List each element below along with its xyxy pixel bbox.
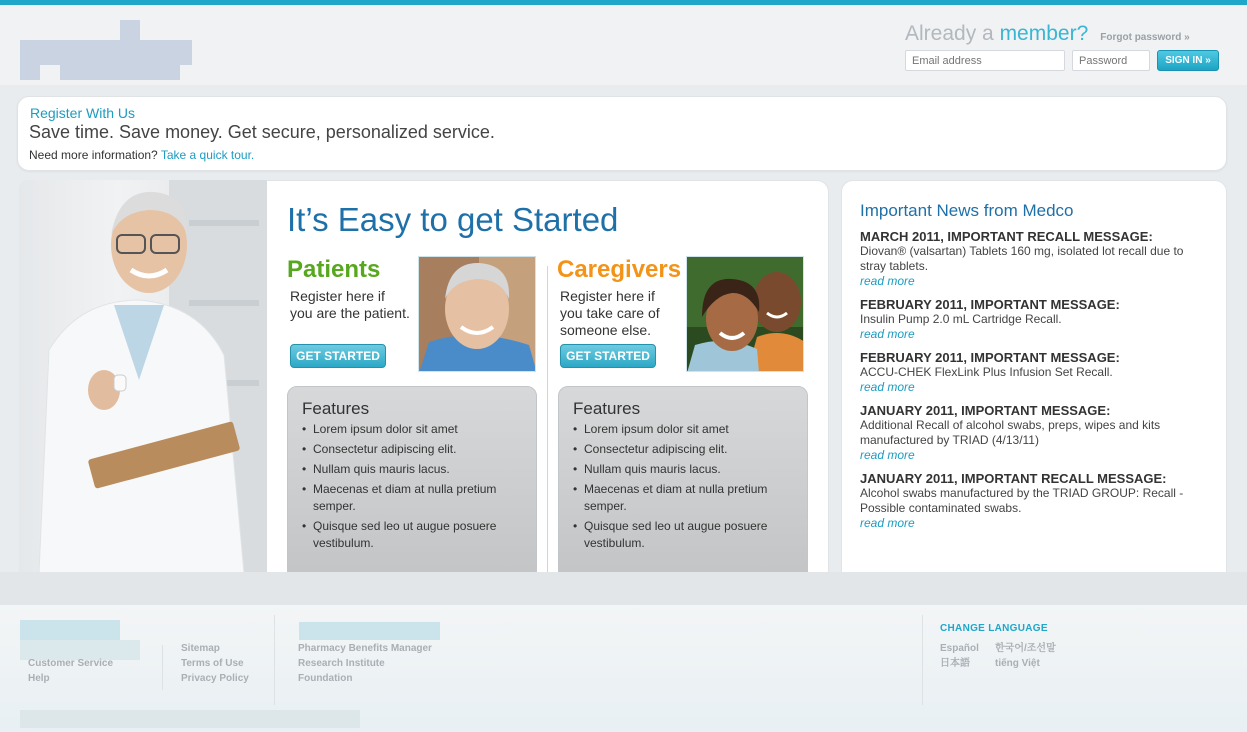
get-started-title: It’s Easy to get Started bbox=[287, 201, 619, 238]
feature-item: • Quisque sed leo ut augue posuere vestibulum. bbox=[573, 518, 793, 552]
read-more-link[interactable]: read more bbox=[860, 516, 915, 530]
patients-column bbox=[287, 256, 542, 363]
feature-item: • Consectetur adipiscing elit. bbox=[302, 441, 522, 458]
footer-brand-redacted bbox=[299, 622, 440, 640]
footer-separator-band bbox=[0, 572, 1247, 605]
news-item bbox=[860, 471, 1208, 530]
patient-photo bbox=[418, 256, 536, 372]
language-link-spanish[interactable]: Español bbox=[940, 643, 979, 654]
logo-redacted bbox=[20, 20, 192, 80]
read-more-link[interactable]: read more bbox=[860, 327, 915, 341]
feature-item: • Maecenas et diam at nulla pretium semper. bbox=[302, 481, 522, 515]
caregivers-get-started-button[interactable]: GET STARTED bbox=[560, 344, 656, 368]
news-body: Insulin Pump 2.0 mL Cartridge Recall. bbox=[860, 312, 1062, 326]
footer-divider bbox=[274, 615, 275, 705]
footer-divider bbox=[922, 615, 923, 705]
read-more-link[interactable]: read more bbox=[860, 448, 915, 462]
caregivers-heading: Caregivers bbox=[557, 256, 682, 283]
register-panel bbox=[17, 96, 1227, 171]
more-info-text: Need more information? Take a quick tour. bbox=[29, 148, 255, 162]
feature-item: • Consectetur adipiscing elit. bbox=[573, 441, 793, 458]
footer-col-1 bbox=[28, 656, 113, 686]
news-heading: JANUARY 2011, IMPORTANT MESSAGE: bbox=[860, 403, 1111, 418]
footer-col-3 bbox=[298, 641, 432, 686]
feature-item: • Lorem ipsum dolor sit amet bbox=[302, 421, 522, 438]
news-heading: FEBRUARY 2011, IMPORTANT MESSAGE: bbox=[860, 350, 1120, 365]
news-heading: JANUARY 2011, IMPORTANT RECALL MESSAGE: bbox=[860, 471, 1167, 486]
language-link-vietnamese[interactable]: tiếng Việt bbox=[995, 658, 1040, 669]
email-field[interactable] bbox=[905, 50, 1065, 71]
get-started-card bbox=[267, 180, 829, 590]
forgot-password-link[interactable]: Forgot password » bbox=[1100, 32, 1190, 43]
footer-divider bbox=[162, 645, 163, 690]
patients-desc: Register here if you are the patient. bbox=[290, 288, 410, 321]
caregivers-desc: Register here if you take care of someone else. bbox=[560, 288, 660, 338]
pharmacist-photo bbox=[19, 180, 267, 573]
footer bbox=[0, 605, 1247, 732]
footer-link[interactable]: Terms of Use bbox=[181, 658, 244, 669]
news-body: Alcohol swabs manufactured by the TRIAD GROUP: Recall - Possible contaminated swabs. bbox=[860, 486, 1184, 515]
password-field[interactable] bbox=[1072, 50, 1150, 71]
copyright-redacted bbox=[20, 710, 360, 728]
news-body: ACCU-CHEK FlexLink Plus Infusion Set Recall. bbox=[860, 365, 1113, 379]
news-body: Diovan® (valsartan) Tablets 160 mg, isolated lot recall due to stray tablets. bbox=[860, 244, 1184, 273]
features-panel-caregivers bbox=[558, 386, 808, 589]
feature-item: • Quisque sed leo ut augue posuere vestibulum. bbox=[302, 518, 522, 552]
features-heading: Features bbox=[302, 399, 370, 418]
caregivers-photo bbox=[686, 256, 804, 372]
news-heading: FEBRUARY 2011, IMPORTANT MESSAGE: bbox=[860, 297, 1120, 312]
member-login bbox=[905, 22, 1235, 71]
patients-heading: Patients bbox=[287, 256, 381, 283]
caregivers-column bbox=[557, 256, 812, 363]
column-divider bbox=[547, 266, 548, 586]
feature-item: • Nullam quis mauris lacus. bbox=[302, 461, 522, 478]
already-member-text: Already a member? bbox=[905, 22, 1089, 45]
read-more-link[interactable]: read more bbox=[860, 380, 915, 394]
news-item bbox=[860, 297, 1208, 341]
news-panel bbox=[841, 180, 1227, 590]
language-link-korean[interactable]: 한국어/조선말 bbox=[995, 643, 1056, 654]
news-item bbox=[860, 403, 1208, 462]
news-heading: MARCH 2011, IMPORTANT RECALL MESSAGE: bbox=[860, 229, 1153, 244]
quick-tour-link[interactable]: Take a quick tour. bbox=[160, 148, 255, 162]
footer-col-2 bbox=[181, 641, 249, 686]
sign-in-button[interactable]: SIGN IN » bbox=[1157, 50, 1219, 71]
features-panel-patients bbox=[287, 386, 537, 589]
footer-link[interactable]: Research Institute bbox=[298, 658, 385, 669]
footer-link[interactable]: Help bbox=[28, 673, 50, 684]
register-title[interactable]: Register With Us bbox=[30, 105, 136, 121]
patients-get-started-button[interactable]: GET STARTED bbox=[290, 344, 386, 368]
footer-link[interactable]: Pharmacy Benefits Manager bbox=[298, 643, 432, 654]
header bbox=[0, 5, 1247, 85]
language-list bbox=[940, 641, 1075, 671]
read-more-link[interactable]: read more bbox=[860, 274, 915, 288]
language-link-japanese[interactable]: 日本語 bbox=[940, 658, 970, 669]
feature-item: • Nullam quis mauris lacus. bbox=[573, 461, 793, 478]
footer-link[interactable]: Sitemap bbox=[181, 643, 220, 654]
features-heading: Features bbox=[573, 399, 641, 418]
news-body: Additional Recall of alcohol swabs, preps, wipes and kits manufactured by TRIAD (4/13/11) bbox=[860, 418, 1161, 447]
footer-link[interactable]: Privacy Policy bbox=[181, 673, 249, 684]
footer-link[interactable]: Customer Service bbox=[28, 658, 114, 669]
feature-item: • Maecenas et diam at nulla pretium semper. bbox=[573, 481, 793, 515]
change-language-heading: CHANGE LANGUAGE bbox=[940, 623, 1048, 634]
feature-item: • Lorem ipsum dolor sit amet bbox=[573, 421, 793, 438]
news-item bbox=[860, 350, 1208, 394]
footer-logo-redacted bbox=[20, 620, 120, 640]
register-tagline: Save time. Save money. Get secure, personalized service. bbox=[29, 122, 495, 142]
news-title: Important News from Medco bbox=[860, 201, 1074, 220]
news-item bbox=[860, 229, 1208, 288]
footer-link[interactable]: Foundation bbox=[298, 673, 353, 684]
